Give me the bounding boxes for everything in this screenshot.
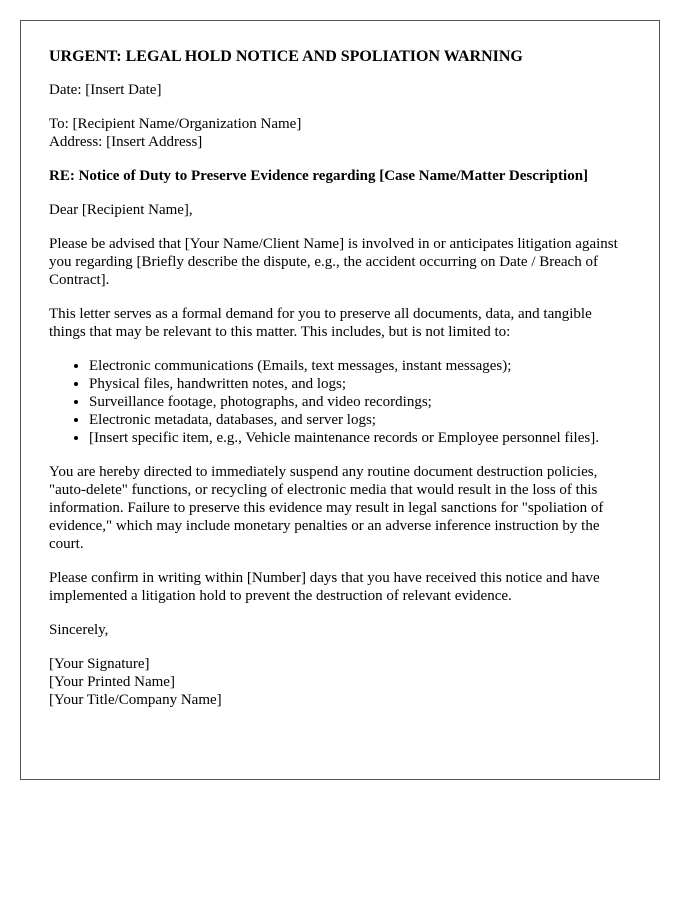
- list-item: • [Insert specific item, e.g., Vehicle maintenance records or Employee personnel files].: [89, 429, 631, 447]
- letter-body: [49, 47, 631, 709]
- list-item: • Physical files, handwritten notes, and logs;: [89, 375, 631, 393]
- paragraph-3: You are hereby directed to immediately suspend any routine document destruction policies, "auto-delete" functions, or recycling of electronic media that would result in the loss of this information. Failure to preserve this evidence may result in legal sanctions for "spoliation of evidence," which may include monetary penalties or an adverse inference instruction by the court.: [49, 464, 604, 552]
- salutation: Dear [Recipient Name],: [49, 202, 193, 218]
- letter-title: URGENT: LEGAL HOLD NOTICE AND SPOLIATION WARNING: [49, 48, 523, 65]
- recipient-name: To: [Recipient Name/Organization Name]: [49, 116, 302, 132]
- list-item: • Surveillance footage, photographs, and video recordings;: [89, 393, 631, 411]
- printed-name: [Your Printed Name]: [49, 674, 175, 690]
- evidence-list: [49, 357, 631, 447]
- list-item: • Electronic metadata, databases, and server logs;: [89, 411, 631, 429]
- recipient-block: [49, 115, 631, 151]
- date-line: Date: [Insert Date]: [49, 82, 162, 98]
- list-item: • Electronic communications (Emails, text messages, instant messages);: [89, 357, 631, 375]
- title-company: [Your Title/Company Name]: [49, 692, 222, 708]
- letter-page: [20, 20, 660, 780]
- signature: [Your Signature]: [49, 656, 150, 672]
- signature-block: [49, 655, 631, 709]
- re-line: RE: Notice of Duty to Preserve Evidence regarding [Case Name/Matter Description]: [49, 168, 589, 184]
- paragraph-2: This letter serves as a formal demand for you to preserve all documents, data, and tangible things that may be relevant to this matter. This includes, but is not limited to:: [49, 306, 592, 340]
- closing: Sincerely,: [49, 622, 109, 638]
- paragraph-4: Please confirm in writing within [Number] days that you have received this notice and have implemented a litigation hold to prevent the destruction of relevant evidence.: [49, 570, 600, 604]
- recipient-address: Address: [Insert Address]: [49, 134, 203, 150]
- paragraph-1: Please be advised that [Your Name/Client Name] is involved in or anticipates litigation against you regarding [Briefly describe the dispute, e.g., the accident occurring on Date / Breach of Contract].: [49, 236, 618, 288]
